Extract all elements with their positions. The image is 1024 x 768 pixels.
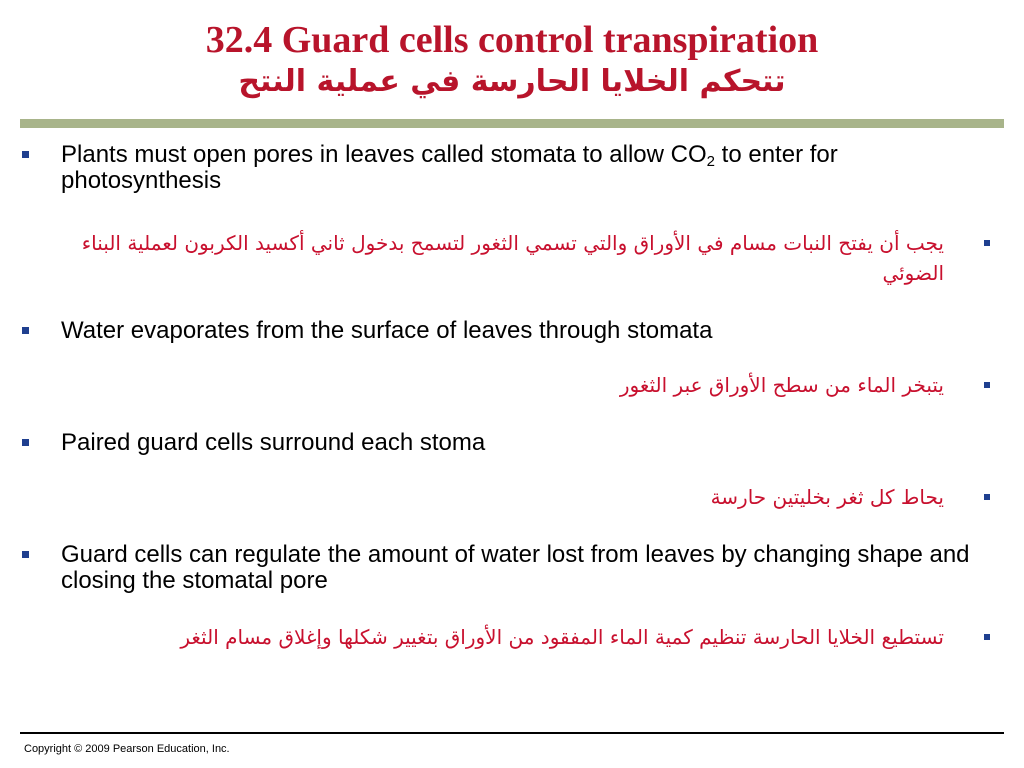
copyright-notice: Copyright © 2009 Pearson Education, Inc. [24, 743, 230, 755]
bullet-item-english [22, 142, 997, 194]
square-bullet-icon [22, 151, 29, 158]
bullet-text: يجب أن يفتح النبات مسام في الأوراق والتي تسمي الثغور لتسمح بدخول ثاني أكسيد الكربون لعملية البناء الضوئي [81, 231, 944, 285]
bullet-text: Water evaporates from the surface of leaves through stomata [61, 317, 713, 344]
square-bullet-icon [22, 327, 29, 334]
bullet-text: يحاط كل ثغر بخليتين حارسة [710, 485, 944, 509]
bullet-item-arabic [40, 482, 990, 512]
bullet-item-english [22, 430, 997, 456]
slide-title-english: 32.4 Guard cells control transpiration [205, 19, 819, 61]
footer-divider [20, 732, 1004, 734]
bullet-item-english [22, 318, 997, 344]
title-divider [20, 119, 1004, 128]
bullet-text: تستطيع الخلايا الحارسة تنظيم كمية الماء المفقود من الأوراق بتغيير شكلها وإغلاق مسام الثغر [180, 625, 944, 649]
bullet-item-english [22, 542, 997, 594]
square-bullet-icon [984, 494, 990, 500]
square-bullet-icon [22, 439, 29, 446]
bullet-text: Guard cells can regulate the amount of water lost from leaves by changing shape and closing the stomatal pore [61, 541, 970, 594]
square-bullet-icon [984, 634, 990, 640]
square-bullet-icon [22, 551, 29, 558]
bullet-item-arabic [40, 622, 990, 652]
square-bullet-icon [984, 240, 990, 246]
bullet-item-arabic [40, 228, 990, 288]
bullet-text: Paired guard cells surround each stoma [61, 429, 486, 456]
bullet-text: Plants must open pores in leaves called stomata to allow $CO_2$ to enter for photosynthesis [61, 141, 838, 194]
square-bullet-icon [984, 382, 990, 388]
slide-title-arabic: تتحكم الخلايا الحارسة في عملية النتح [238, 64, 786, 99]
bullet-text: يتبخر الماء من سطح الأوراق عبر الثغور [619, 373, 944, 397]
bullet-item-arabic [40, 370, 990, 400]
